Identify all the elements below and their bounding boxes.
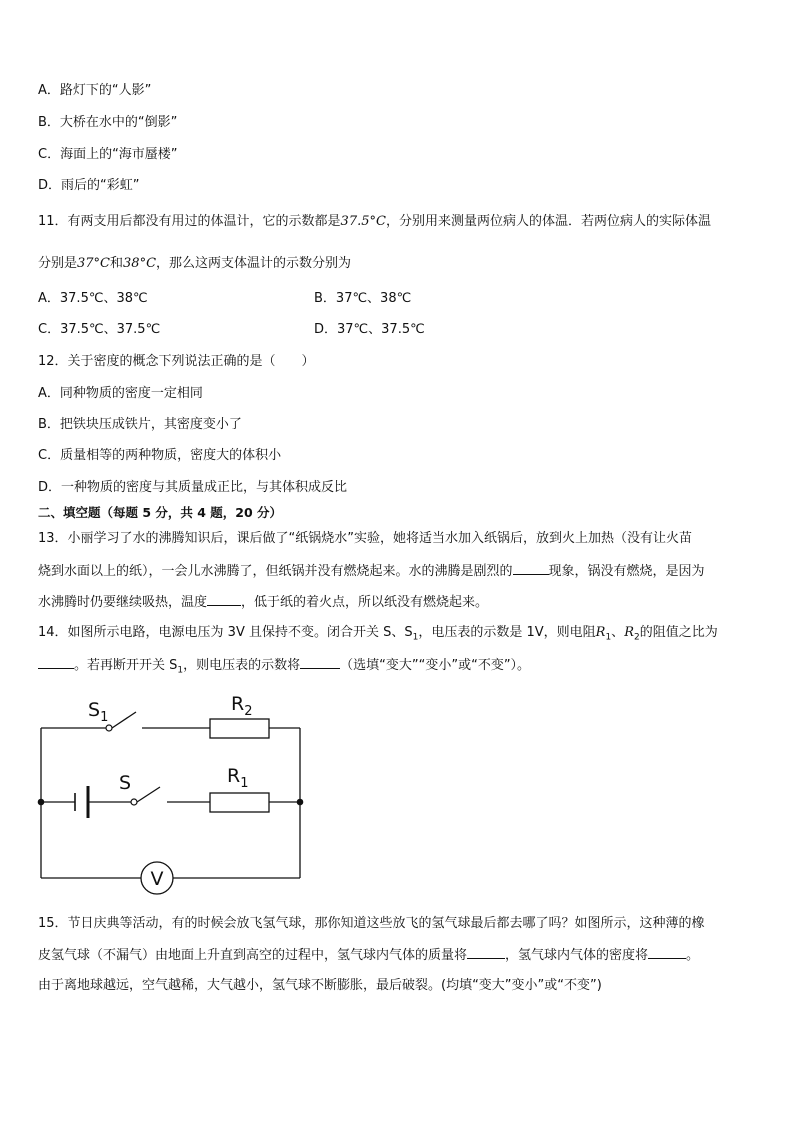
q14-text: 。若再断开开关 S — [74, 658, 178, 673]
label-r1 — [227, 765, 248, 791]
label-s1-main: S — [88, 699, 101, 721]
answer-blank[interactable] — [300, 656, 340, 669]
q13-line3 — [38, 593, 488, 612]
junction-dot — [297, 799, 304, 806]
q11-temp-display: 37.5°C — [340, 214, 386, 229]
q12-option-d: D．一种物质的密度与其质量成正比，与其体积成反比 — [38, 480, 348, 495]
q13-text: 烧到水面以上的纸），一会儿水沸腾了，但纸锅并没有燃烧起来。水的沸腾是剧烈的 — [38, 564, 513, 579]
q14-text: 的阻值之比为 — [639, 625, 718, 640]
q12-option-c: C．质量相等的两种物质，密度大的体积小 — [38, 448, 282, 463]
q13-text: 水沸腾时仍要继续吸热，温度 — [38, 595, 208, 610]
q11-stem-line2 — [38, 255, 351, 273]
switch-s-blade[interactable] — [137, 787, 160, 802]
q15-line1: 15．节日庆典等活动，有的时候会放飞氢气球，那你知道这些放飞的氢气球最后都去哪了吗？如图所示，这种薄的橡 — [38, 916, 705, 931]
switch-s1-contact — [106, 725, 112, 731]
q10-option-a: A．路灯下的“人影” — [38, 83, 152, 98]
q11-text: 11．有两支用后都没有用过的体温计，它的示数都是 — [38, 214, 341, 229]
q14-text: （选填“变大”“变小”或“不变”）。 — [340, 658, 531, 673]
q10-option-b: B．大桥在水中的“倒影” — [38, 115, 178, 130]
resistor-r2 — [210, 719, 269, 738]
answer-blank[interactable] — [467, 946, 505, 959]
label-r1-main: R — [227, 765, 241, 787]
q14-line2 — [38, 656, 530, 680]
q13-line2 — [38, 562, 705, 581]
q15-text: 。 — [686, 948, 700, 963]
label-r1-sub: 1 — [240, 776, 249, 791]
q11-text: ，分别用来测量两位病人的体温．若两位病人的实际体温 — [385, 214, 711, 229]
q14-sub: 2 — [633, 632, 640, 643]
junction-dot — [38, 799, 45, 806]
q14-sub: 1 — [605, 632, 612, 643]
q12-option-a: A．同种物质的密度一定相同 — [38, 386, 203, 401]
q14-r1-symbol: R — [595, 625, 606, 640]
label-s: S — [119, 772, 132, 794]
q11-option-d: D．37℃、37.5℃ — [314, 322, 425, 337]
q14-text: ，则电压表的示数将 — [183, 658, 301, 673]
section-heading: 二、填空题（每题 5 分，共 4 题，20 分） — [38, 505, 283, 520]
q11-temp-patient1: 37°C — [77, 256, 111, 271]
q13-text: 现象，锅没有燃烧，是因为 — [548, 564, 705, 579]
label-r2-main: R — [231, 693, 245, 715]
q13-text: ，低于纸的着火点，所以纸没有燃烧起来。 — [241, 595, 489, 610]
answer-blank[interactable] — [207, 593, 241, 606]
q12-stem: 12．关于密度的概念下列说法正确的是（ ） — [38, 354, 315, 369]
q12-option-b: B．把铁块压成铁片，其密度变小了 — [38, 417, 242, 432]
q15-line3: 由于离地球越远，空气越稀，大气越小，氢气球不断膨胀，最后破裂。(均填“变大”变小”或“不变”) — [38, 978, 602, 993]
q14-text: 、 — [611, 625, 625, 640]
answer-blank[interactable] — [38, 656, 74, 669]
q11-option-a: A．37.5℃、38℃ — [38, 291, 148, 306]
q11-temp-patient2: 38°C — [123, 256, 157, 271]
label-s1-sub: 1 — [100, 710, 109, 725]
q14-sub: 1 — [412, 632, 419, 643]
q14-sub: 1 — [177, 665, 184, 676]
q15-line2 — [38, 946, 699, 965]
q15-text: ，氢气球内气体的密度将 — [505, 948, 649, 963]
answer-blank[interactable] — [648, 946, 686, 959]
label-r2-sub: 2 — [244, 704, 253, 719]
voltmeter-label: V — [150, 868, 164, 890]
q14-line1 — [38, 624, 718, 647]
switch-s-contact — [131, 799, 137, 805]
q13-line1: 13．小丽学习了水的沸腾知识后，课后做了“纸锅烧水”实验，她将适当水加入纸锅后，放到火上加热（没有让火苗 — [38, 531, 693, 546]
q11-text: ，那么这两支体温计的示数分别为 — [156, 256, 352, 271]
q14-r2-symbol: R — [624, 625, 634, 640]
q15-text: 皮氢气球（不漏气）由地面上升直到高空的过程中，氢气球内气体的质量将 — [38, 948, 468, 963]
q11-option-b: B．37℃、38℃ — [314, 291, 412, 306]
label-s1 — [88, 699, 108, 725]
q14-text: 14．如图所示电路，电源电压为 3V 且保持不变。闭合开关 S、S — [38, 625, 413, 640]
label-r2 — [231, 693, 252, 719]
resistor-r1 — [210, 793, 269, 812]
q11-stem-line1 — [38, 213, 711, 231]
q11-option-c: C．37.5℃、37.5℃ — [38, 322, 161, 337]
circuit-diagram — [30, 690, 320, 895]
q10-option-c: C．海面上的“海市蜃楼” — [38, 147, 178, 162]
q11-text: 和 — [110, 256, 124, 271]
q14-text: ，电压表的示数是 1V，则电阻 — [418, 625, 596, 640]
q11-text: 分别是 — [38, 256, 78, 271]
answer-blank[interactable] — [513, 562, 549, 575]
switch-s1-blade[interactable] — [112, 712, 136, 728]
q10-option-d: D．雨后的“彩虹” — [38, 178, 140, 193]
